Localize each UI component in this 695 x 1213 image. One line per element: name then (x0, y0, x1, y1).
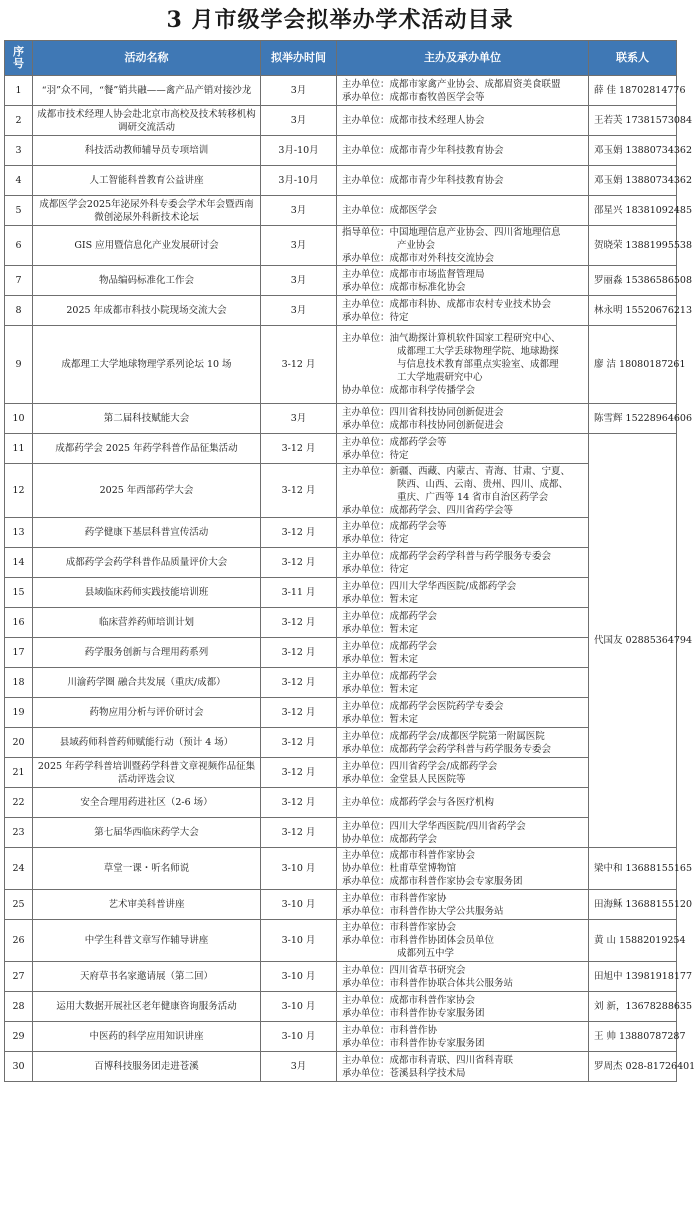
organizer-cell (337, 890, 589, 920)
organizer-line: 指导单位：中国地理信息产业协会、四川省地理信息 (342, 227, 561, 238)
activity-time: 3-12 月 (261, 548, 337, 578)
row-number: 25 (5, 890, 33, 920)
organizer-line: 承办单位：待定 (342, 449, 409, 461)
organizer-line: 主办单位：成都药学会医院药学专委会 (342, 700, 504, 712)
activity-time: 3-12 月 (261, 728, 337, 758)
activity-time: 3月-10月 (261, 166, 337, 196)
table-row (5, 196, 677, 226)
organizer-cell (337, 548, 589, 578)
activity-time: 3-12 月 (261, 758, 337, 788)
row-number: 23 (5, 818, 33, 848)
table-row (5, 962, 677, 992)
organizer-cell (337, 962, 589, 992)
activity-time: 3月 (261, 76, 337, 106)
row-number: 2 (5, 106, 33, 136)
table-row (5, 434, 677, 464)
table-row (5, 106, 677, 136)
row-number: 26 (5, 920, 33, 962)
activity-name: 草堂一课・听名师说 (33, 848, 261, 890)
row-number: 29 (5, 1022, 33, 1052)
organizer-cell (337, 758, 589, 788)
organizer-cell (337, 608, 589, 638)
contact-cell: 黄 山 15882019254 (589, 920, 677, 962)
organizer-line: 主办单位：成都药学会 (342, 670, 438, 682)
activity-time: 3-12 月 (261, 818, 337, 848)
organizer-cell (337, 638, 589, 668)
table-row (5, 758, 677, 788)
row-number: 7 (5, 266, 33, 296)
contact-cell: 王若芙 17381573084 (589, 106, 677, 136)
activity-name: 成都市技术经理人协会赴北京市高校及技术转移机构调研交流活动 (33, 106, 261, 136)
contact-cell: 薛 佳 18702814776 (589, 76, 677, 106)
activity-time: 3-12 月 (261, 668, 337, 698)
organizer-line: 主办单位：成都市科普作家协会 (342, 850, 476, 861)
row-number: 30 (5, 1052, 33, 1082)
row-number: 19 (5, 698, 33, 728)
organizer-line: 承办单位：暂未定 (342, 623, 419, 635)
organizer-line: 承办单位：成都市标准化协会 (342, 281, 466, 293)
activity-name: 成都理工大学地球物理学系列论坛 10 场 (33, 326, 261, 404)
table-header-row (5, 41, 677, 76)
organizer-line: 承办单位：待定 (342, 311, 409, 323)
organizer-line: 陕西、山西、云南、贵州、四川、成都、 (397, 478, 569, 490)
row-number: 16 (5, 608, 33, 638)
organizer-cell (337, 296, 589, 326)
organizer-line: 承办单位：苍溪县科学技术局 (342, 1067, 466, 1079)
organizer-cell (337, 226, 589, 266)
table-row (5, 788, 677, 818)
organizer-line: 承办单位：成都市对外科技交流协会 (342, 253, 495, 264)
contact-cell: 王 帅 13880787287 (589, 1022, 677, 1052)
table-row (5, 1052, 677, 1082)
activity-name: 中医药的科学应用知识讲座 (33, 1022, 261, 1052)
table-row (5, 1022, 677, 1052)
header-num: 序号 (5, 41, 33, 76)
contact-cell: 邓玉娟 13880734362 (589, 166, 677, 196)
organizer-line: 成都理工大学丢球物理学院、地球勘探 (397, 346, 559, 357)
header-time: 拟举办时间 (261, 41, 337, 76)
organizer-line: 主办单位：市科普作协 (342, 1024, 438, 1036)
organizer-line: 承办单位：待定 (342, 563, 409, 575)
activity-name: 科技活动教师辅导员专项培训 (33, 136, 261, 166)
organizer-cell (337, 106, 589, 136)
merged-contact-cell: 代国友 02885364794 (589, 434, 677, 848)
organizer-line: 主办单位：市科普作家协 (342, 892, 447, 904)
table-row (5, 464, 677, 518)
header-org: 主办及承办单位 (337, 41, 589, 76)
row-number: 10 (5, 404, 33, 434)
activity-name: 安全合理用药进社区（2-6 场） (33, 788, 261, 818)
table-row (5, 296, 677, 326)
organizer-line: 主办单位：四川省草书研究会 (342, 964, 466, 976)
organizer-line: 主办单位：四川大学华西医院/四川省药学会 (342, 820, 526, 832)
activity-name: 药学服务创新与合理用药系列 (33, 638, 261, 668)
table-row (5, 638, 677, 668)
table-row (5, 992, 677, 1022)
organizer-line: 承办单位：成都市科普作家协会专家服务团 (342, 876, 523, 887)
organizer-line: 主办单位：成都市家禽产业协会、成都眉资美食联盟 (342, 78, 561, 90)
activity-time: 3月 (261, 1052, 337, 1082)
activity-name: 临床营养药师培训计划 (33, 608, 261, 638)
organizer-line: 承办单位：市科普作协团体会员单位 (342, 935, 495, 946)
contact-cell: 廖 洁 18080187261 (589, 326, 677, 404)
row-number: 24 (5, 848, 33, 890)
activity-name: 川渝药学圈 融合共发展（重庆/成都） (33, 668, 261, 698)
activity-table (4, 40, 695, 1082)
contact-cell: 贺晓荣 13881995538 (589, 226, 677, 266)
organizer-line: 主办单位：新疆、西藏、内蒙古、青海、甘肃、宁夏、 (342, 465, 571, 477)
organizer-cell (337, 196, 589, 226)
row-number: 4 (5, 166, 33, 196)
table-row (5, 326, 677, 404)
organizer-line: 主办单位：成都市市场监督管理局 (342, 268, 485, 280)
organizer-line: 主办单位：成都药学会/成都医学院第一附属医院 (342, 730, 545, 742)
activity-name: 成都药学会药学科普作品质量评价大会 (33, 548, 261, 578)
activity-time: 3-12 月 (261, 326, 337, 404)
table-row (5, 518, 677, 548)
table-row (5, 728, 677, 758)
row-number: 17 (5, 638, 33, 668)
organizer-cell (337, 728, 589, 758)
row-number: 5 (5, 196, 33, 226)
organizer-cell (337, 434, 589, 464)
activity-name: 运用大数据开展社区老年健康咨询服务活动 (33, 992, 261, 1022)
organizer-line: 主办单位：四川大学华西医院/成都药学会 (342, 580, 517, 592)
table-row (5, 698, 677, 728)
organizer-line: 主办单位：成都市科协、成都市农村专业技术协会 (342, 298, 552, 310)
table-body (5, 76, 695, 1082)
row-number: 9 (5, 326, 33, 404)
organizer-line: 承办单位：成都市科技协同创新促进会 (342, 419, 504, 431)
activity-time: 3-12 月 (261, 638, 337, 668)
organizer-line: 承办单位：暂未定 (342, 593, 419, 605)
row-number: 1 (5, 76, 33, 106)
activity-time: 3-10 月 (261, 992, 337, 1022)
organizer-line: 主办单位：四川省药学会/成都药学会 (342, 760, 498, 772)
row-number: 12 (5, 464, 33, 518)
organizer-cell (337, 920, 589, 962)
activity-time: 3月 (261, 106, 337, 136)
organizer-line: 主办单位：成都市科普作家协会 (342, 994, 476, 1006)
activity-time: 3-10 月 (261, 848, 337, 890)
activity-name: 物品编码标准化工作会 (33, 266, 261, 296)
organizer-line: 工大学地震研究中心 (397, 372, 483, 383)
table-row (5, 76, 677, 106)
contact-cell: 邵星兴 18381092485 (589, 196, 677, 226)
organizer-line: 与信息技术教育部重点实验室、成都理 (397, 359, 559, 370)
activity-time: 3-12 月 (261, 608, 337, 638)
activity-time: 3-12 月 (261, 518, 337, 548)
activity-time: 3-12 月 (261, 434, 337, 464)
table-row (5, 404, 677, 434)
activity-time: 3月 (261, 226, 337, 266)
organizer-cell (337, 518, 589, 548)
organizer-line: 承办单位：市科普作协专家服务团 (342, 1007, 485, 1019)
organizer-line: 承办单位：金堂县人民医院等 (342, 773, 466, 785)
activity-time: 3月 (261, 196, 337, 226)
activity-name: 县域药师科普药师赋能行动（预计 4 场） (33, 728, 261, 758)
row-number: 27 (5, 962, 33, 992)
organizer-line: 承办单位：成都药学会、四川省药学会等 (342, 504, 514, 516)
table-row (5, 818, 677, 848)
activity-name: 药学健康下基层科普宣传活动 (33, 518, 261, 548)
organizer-line: 主办单位：成都药学会等 (342, 436, 447, 448)
activity-name: 百博科技服务团走进苍溪 (33, 1052, 261, 1082)
row-number: 15 (5, 578, 33, 608)
activity-name: 药物应用分析与评价研讨会 (33, 698, 261, 728)
activity-time: 3-10 月 (261, 1022, 337, 1052)
organizer-line: 主办单位：市科普作家协会 (342, 922, 457, 933)
organizer-cell (337, 818, 589, 848)
contact-cell: 罗周杰 028-81726401 (589, 1052, 677, 1082)
contact-cell: 罗丽淼 15386586508 (589, 266, 677, 296)
row-number: 28 (5, 992, 33, 1022)
organizer-line: 成都列五中学 (397, 948, 455, 959)
row-number: 3 (5, 136, 33, 166)
organizer-line: 主办单位：成都医学会 (342, 205, 438, 216)
activity-time: 3月 (261, 404, 337, 434)
activity-name: 2025 年药学科普培训暨药学科普文章视频作品征集活动评选会议 (33, 758, 261, 788)
table-row (5, 668, 677, 698)
organizer-line: 重庆、广西等 14 省市自治区药学会 (397, 491, 549, 503)
contact-cell: 林永明 15520676213 (589, 296, 677, 326)
organizer-line: 主办单位：成都药学会 (342, 640, 438, 652)
activity-name: 第二届科技赋能大会 (33, 404, 261, 434)
organizer-line: 主办单位：成都药学会药学科普与药学服务专委会 (342, 550, 552, 562)
organizer-line: 承办单位：暂未定 (342, 653, 419, 665)
activity-time: 3-12 月 (261, 788, 337, 818)
organizer-line: 承办单位：市科普作协专家服务团 (342, 1037, 485, 1049)
header-name: 活动名称 (33, 41, 261, 76)
row-number: 13 (5, 518, 33, 548)
activity-time: 3月 (261, 296, 337, 326)
row-number: 20 (5, 728, 33, 758)
organizer-cell (337, 578, 589, 608)
activity-time: 3-12 月 (261, 698, 337, 728)
organizer-cell (337, 136, 589, 166)
activity-name: 天府草书名家邀请展（第二回） (33, 962, 261, 992)
contact-cell: 邓玉娟 13880734362 (589, 136, 677, 166)
organizer-line: 产业协会 (397, 240, 436, 251)
organizer-line: 协办单位：杜甫草堂博物馆 (342, 863, 457, 874)
activity-name: 县域临床药师实践技能培训班 (33, 578, 261, 608)
organizer-line: 主办单位：四川省科技协同创新促进会 (342, 406, 504, 418)
table-row (5, 166, 677, 196)
table-row (5, 266, 677, 296)
activity-name: 2025 年成都市科技小院现场交流大会 (33, 296, 261, 326)
activity-name: 成都医学会2025年泌尿外科专委会学术年会暨西南微创泌尿外科新技术论坛 (33, 196, 261, 226)
organizer-line: 主办单位：成都药学会与各医疗机构 (342, 797, 495, 808)
organizer-cell (337, 788, 589, 818)
organizer-line: 协办单位：成都药学会 (342, 833, 438, 845)
activity-name: 2025 年西部药学大会 (33, 464, 261, 518)
organizer-cell (337, 992, 589, 1022)
organizer-line: 主办单位：成都市青少年科技教育协会 (342, 175, 504, 186)
organizer-line: 承办单位：市科普作协联合体共公服务站 (342, 977, 514, 989)
activity-name: 中学生科普文章写作辅导讲座 (33, 920, 261, 962)
row-number: 6 (5, 226, 33, 266)
row-number: 14 (5, 548, 33, 578)
row-number: 8 (5, 296, 33, 326)
table-row (5, 136, 677, 166)
activity-time: 3-10 月 (261, 890, 337, 920)
table-row (5, 890, 677, 920)
organizer-cell (337, 1052, 589, 1082)
organizer-cell (337, 166, 589, 196)
table-row (5, 226, 677, 266)
activity-time: 3-10 月 (261, 962, 337, 992)
organizer-line: 主办单位：成都市技术经理人协会 (342, 115, 485, 126)
activity-time: 3-12 月 (261, 464, 337, 518)
organizer-line: 承办单位：成都市畜牧兽医学会等 (342, 91, 485, 103)
contact-cell: 陈雪辉 15228964606 (589, 404, 677, 434)
organizer-line: 承办单位：暂未定 (342, 713, 419, 725)
row-number: 18 (5, 668, 33, 698)
activity-name: 第七届华西临床药学大会 (33, 818, 261, 848)
table-row (5, 920, 677, 962)
organizer-cell (337, 76, 589, 106)
contact-cell: 刘 新，13678288635 (589, 992, 677, 1022)
row-number: 11 (5, 434, 33, 464)
organizer-line: 主办单位：成都市科青联、四川省科青联 (342, 1054, 514, 1066)
header-contact: 联系人 (589, 41, 677, 76)
organizer-line: 主办单位：成都药学会 (342, 610, 438, 622)
organizer-cell (337, 266, 589, 296)
organizer-cell (337, 848, 589, 890)
page-title: 3 月市级学会拟举办学术活动目录 (166, 7, 514, 33)
organizer-line: 主办单位：成都药学会等 (342, 520, 447, 532)
organizer-cell (337, 1022, 589, 1052)
activity-name: 艺术审美科普讲座 (33, 890, 261, 920)
organizer-line: 主办单位：成都市青少年科技教育协会 (342, 145, 504, 156)
activity-name: GIS 应用暨信息化产业发展研讨会 (33, 226, 261, 266)
activity-time: 3月 (261, 266, 337, 296)
row-number: 22 (5, 788, 33, 818)
organizer-line: 承办单位：市科普作协大学公共服务站 (342, 905, 504, 917)
activity-name: 成都药学会 2025 年药学科普作品征集活动 (33, 434, 261, 464)
contact-cell: 梁中和 13688155165 (589, 848, 677, 890)
organizer-cell (337, 698, 589, 728)
activity-time: 3月-10月 (261, 136, 337, 166)
table-row (5, 548, 677, 578)
organizer-cell (337, 326, 589, 404)
row-number: 21 (5, 758, 33, 788)
organizer-cell (337, 668, 589, 698)
contact-cell: 田旭中 13981918177 (589, 962, 677, 992)
activity-time: 3-10 月 (261, 920, 337, 962)
organizer-line: 协办单位：成都市科学传播学会 (342, 385, 476, 396)
organizer-cell (337, 464, 589, 518)
organizer-line: 承办单位：待定 (342, 533, 409, 545)
table-row (5, 848, 677, 890)
activity-time: 3-11 月 (261, 578, 337, 608)
activity-name: “羽”众不同，“餐”销共融——禽产品产销对接沙龙 (33, 76, 261, 106)
table-row (5, 578, 677, 608)
activity-name: 人工智能科普教育公益讲座 (33, 166, 261, 196)
contact-cell: 田海稣 13688155120 (589, 890, 677, 920)
organizer-line: 承办单位：暂未定 (342, 683, 419, 695)
table-row (5, 608, 677, 638)
organizer-line: 主办单位：油气勘探计算机软件国家工程研究中心、 (342, 333, 561, 344)
organizer-cell (337, 404, 589, 434)
organizer-line: 承办单位：成都药学会药学科普与药学服务专委会 (342, 743, 552, 755)
